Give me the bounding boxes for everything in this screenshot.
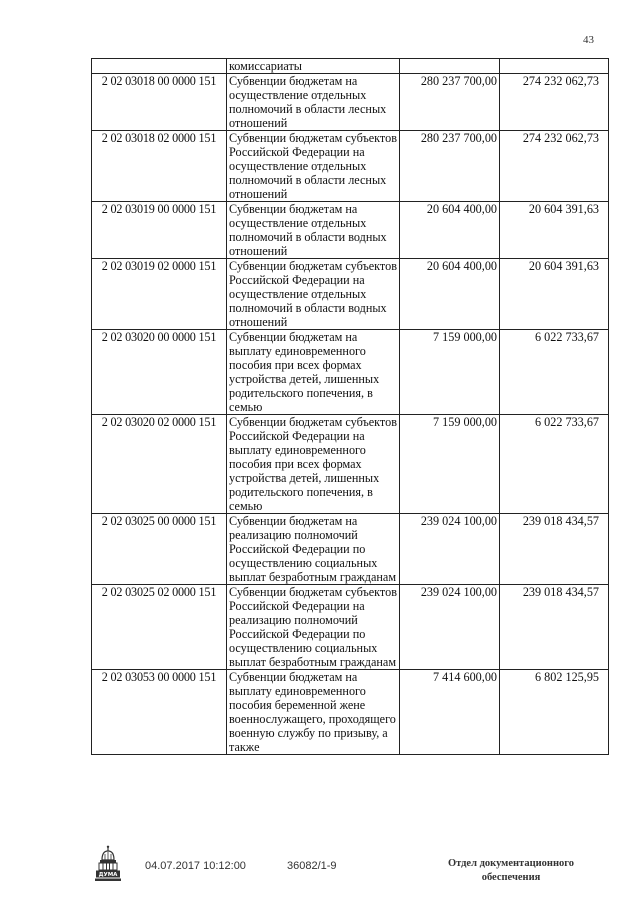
description-cell: Субвенции бюджетам на выплату единовременного пособия при всех формах устройства детей, лишенных родительского попечения, в семью (227, 330, 400, 415)
planned-amount-cell: 239 024 100,00 (400, 514, 500, 585)
planned-amount-cell: 7 414 600,00 (400, 670, 500, 755)
description-cell: Субвенции бюджетам субъектов Российской Федерации на осуществление отдельных полномочий в области водных отношений (227, 259, 400, 330)
description-cell: Субвенции бюджетам на осуществление отдельных полномочий в области лесных отношений (227, 74, 400, 131)
table-row (92, 131, 609, 202)
planned-amount-cell: 20 604 400,00 (400, 259, 500, 330)
budget-code-cell: 2 02 03020 02 0000 151 (92, 415, 227, 514)
description-cell: Субвенции бюджетам на осуществление отдельных полномочий в области водных отношений (227, 202, 400, 259)
table-row (92, 330, 609, 415)
actual-amount-cell: 239 018 434,57 (500, 585, 609, 670)
table-row (92, 59, 609, 74)
planned-amount-cell: 280 237 700,00 (400, 74, 500, 131)
planned-amount-cell: 239 024 100,00 (400, 585, 500, 670)
description-cell: Субвенции бюджетам субъектов Российской Федерации на осуществление отдельных полномочий в области лесных отношений (227, 131, 400, 202)
actual-amount-cell: 274 232 062,73 (500, 131, 609, 202)
footer-stamp (145, 860, 337, 872)
table-row (92, 670, 609, 755)
description-cell: Субвенции бюджетам субъектов Российской Федерации на реализацию полномочий Российской Федерации по осуществлению социальных выплат безработным гражданам (227, 585, 400, 670)
footer-doc-number: 36082/1-9 (287, 860, 337, 872)
planned-amount-cell: 7 159 000,00 (400, 415, 500, 514)
budget-code-cell: 2 02 03025 02 0000 151 (92, 585, 227, 670)
planned-amount-cell: 20 604 400,00 (400, 202, 500, 259)
footer-department: Отдел документационного обеспечения (447, 858, 575, 883)
planned-amount-cell (400, 59, 500, 74)
actual-amount-cell (500, 59, 609, 74)
actual-amount-cell: 6 022 733,67 (500, 415, 609, 514)
table-row (92, 259, 609, 330)
actual-amount-cell: 274 232 062,73 (500, 74, 609, 131)
budget-table (91, 58, 609, 755)
description-cell: Субвенции бюджетам на реализацию полномочий Российской Федерации по осуществлению социальных выплат безработным гражданам (227, 514, 400, 585)
budget-code-cell: 2 02 03020 00 0000 151 (92, 330, 227, 415)
planned-amount-cell: 280 237 700,00 (400, 131, 500, 202)
budget-code-cell: 2 02 03025 00 0000 151 (92, 514, 227, 585)
duma-logo-icon (95, 845, 121, 883)
budget-code-cell: 2 02 03053 00 0000 151 (92, 670, 227, 755)
table-row (92, 585, 609, 670)
budget-code-cell: 2 02 03019 00 0000 151 (92, 202, 227, 259)
description-cell: Субвенции бюджетам субъектов Российской Федерации на выплату единовременного пособия при всех формах устройства детей, лишенных родительского попечения, в семью (227, 415, 400, 514)
planned-amount-cell: 7 159 000,00 (400, 330, 500, 415)
actual-amount-cell: 20 604 391,63 (500, 202, 609, 259)
description-cell: Субвенции бюджетам на выплату единовременного пособия беременной жене военнослужащего, проходящего военную службу по призыву, а также (227, 670, 400, 755)
budget-code-cell: 2 02 03019 02 0000 151 (92, 259, 227, 330)
actual-amount-cell: 6 802 125,95 (500, 670, 609, 755)
budget-code-cell: 2 02 03018 00 0000 151 (92, 74, 227, 131)
footer-date-time: 04.07.2017 10:12:00 (145, 860, 246, 872)
table-row (92, 202, 609, 259)
actual-amount-cell: 20 604 391,63 (500, 259, 609, 330)
actual-amount-cell: 6 022 733,67 (500, 330, 609, 415)
description-cell: комиссариаты (227, 59, 400, 74)
budget-table-body (92, 59, 609, 755)
actual-amount-cell: 239 018 434,57 (500, 514, 609, 585)
table-row (92, 514, 609, 585)
page-number: 43 (583, 34, 594, 46)
table-row (92, 74, 609, 131)
budget-code-cell (92, 59, 227, 74)
logo-lettering: ДУМА (98, 872, 118, 878)
budget-code-cell: 2 02 03018 02 0000 151 (92, 131, 227, 202)
table-row (92, 415, 609, 514)
